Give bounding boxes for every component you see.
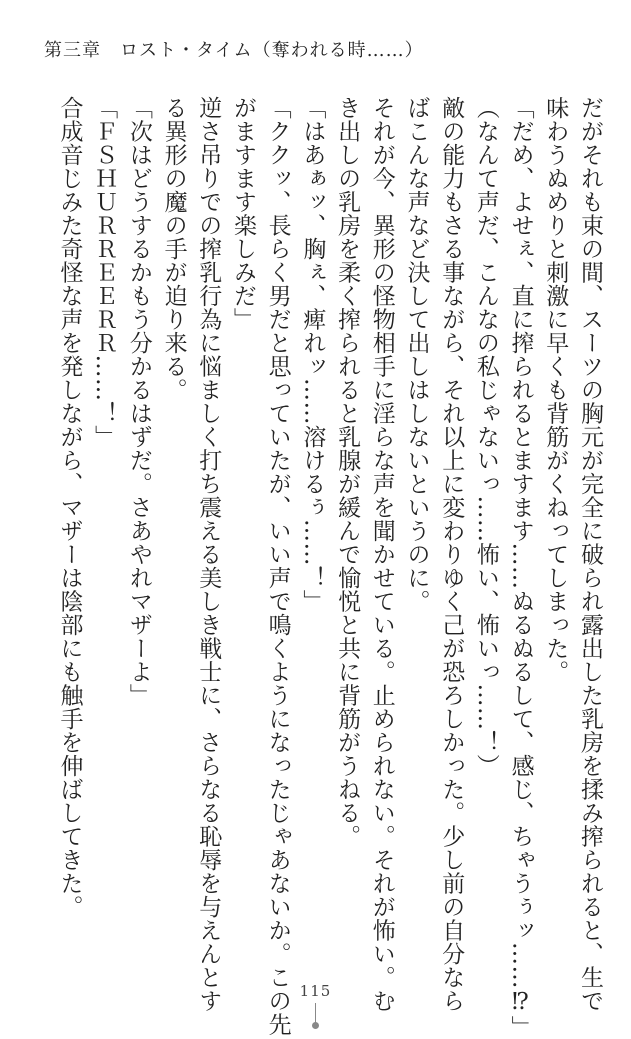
- text-line: 敵の能力もさる事ながら、それ以上に変わりゆく己が恐ろしかった。少し前の自分なら: [438, 96, 465, 1013]
- running-header: 第三章 ロスト・タイム（奪われる時……）: [44, 40, 424, 61]
- text-line: 合成音じみた奇怪な声を発しながら、マザーは陰部にも触手を伸ばしてきた。: [56, 96, 83, 919]
- page-number-dot: [312, 1022, 319, 1029]
- text-line: それが今、異形の怪物相手に淫らな声を聞かせている。止められない。それが怖い。む: [368, 96, 395, 1013]
- text-line: （なんて声だ、こんなの私じゃないっ……怖い、怖いっ……！）: [472, 96, 499, 778]
- text-line: 「ククッ、長らく男だと思っていたが、いい声で鳴くようになったじゃあないか。この先: [264, 96, 291, 1036]
- text-line: 「次はどうするかもう分かるはずだ。さあやれマザーよ」: [125, 96, 152, 707]
- text-line: 「はあぁッ、胸ぇ、痺れッ……溶けるぅ……！」: [299, 96, 326, 613]
- text-line: だがそれも束の間、スーツの胸元が完全に破られ露出した乳房を揉み搾られると、生で: [577, 96, 603, 1013]
- text-line: 逆さ吊りでの搾乳行為に悩ましく打ち震える美しき戦士に、さらなる恥辱を与えんとす: [195, 96, 222, 1013]
- text-line: がますます楽しみだ」: [229, 96, 256, 331]
- text-line: 「だめ、よせぇ、直に搾られるとますます……ぬるぬるして、感じ、ちゃうぅッ……⁉」: [507, 96, 534, 1039]
- text-line: ばこんな声など決して出しはしないというのに。: [403, 96, 430, 613]
- text-line: 「ＦＳＨＵＲＲＥＥＲＲ……！」: [91, 96, 118, 449]
- text-line: 味わうぬめりと刺激に早くも背筋がくねってしまった。: [542, 96, 569, 684]
- page-number: 115: [299, 982, 332, 1000]
- text-line: き出しの乳房を柔く搾られると乳腺が緩んで愉悦と共に背筋がうねる。: [334, 96, 361, 848]
- text-line: る異形の魔の手が迫り来る。: [160, 96, 187, 402]
